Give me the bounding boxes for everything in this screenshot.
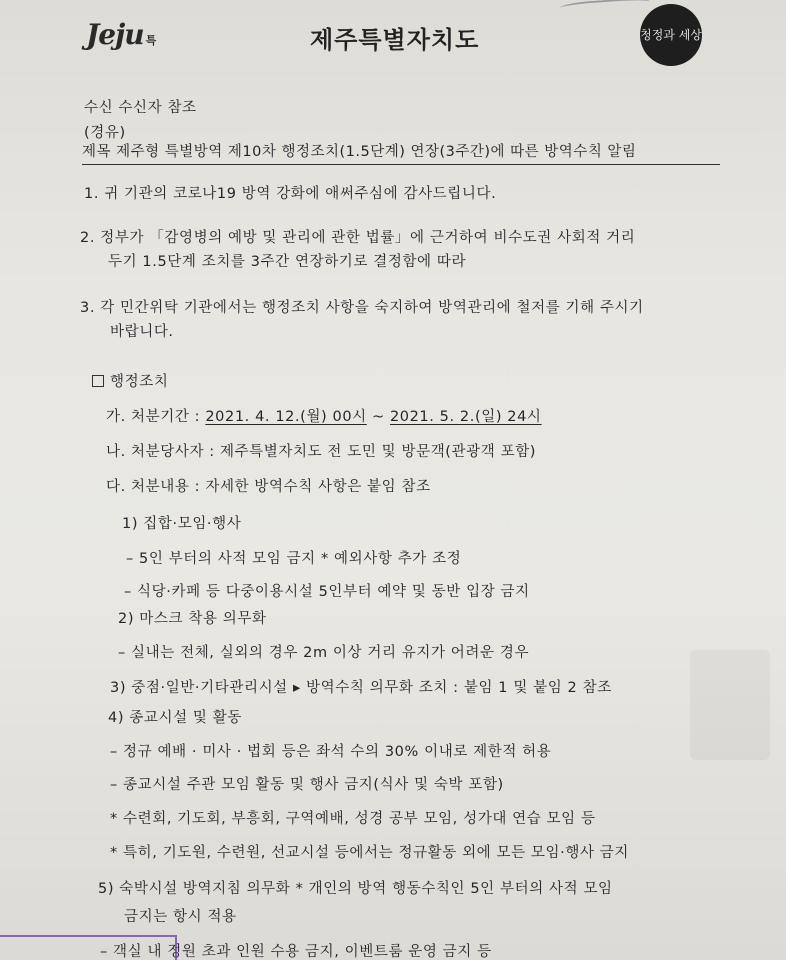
via-line: (경유) xyxy=(84,125,126,141)
period-start: 2021. 4. 12.(월) 00시 xyxy=(205,409,367,425)
measure-da: 다. 처분내용 : 자세한 방역수칙 사항은 붙임 참조 xyxy=(106,479,431,495)
item-4: 4) 종교시설 및 활동 xyxy=(108,710,242,726)
document-header-title: 제주특별자치도 xyxy=(310,26,480,54)
measure-ga-label: 가. 처분기간 : xyxy=(106,409,206,425)
paper-shadow xyxy=(690,650,770,760)
measures-heading xyxy=(92,370,168,391)
paragraph-3-line-1: 3. 각 민간위탁 기관에서는 행정조치 사항을 숙지하여 방역관리에 철저를 기해 주시기 xyxy=(80,300,644,316)
paragraph-1: 1. 귀 기관의 코로나19 방역 강화에 애써주심에 감사드립니다. xyxy=(84,186,497,202)
item-1-b: – 식당·카페 등 다중이용시설 5인부터 예약 및 동반 입장 금지 xyxy=(124,584,530,600)
pen-mark xyxy=(560,0,651,15)
jeju-logo-sub: 특 xyxy=(145,34,156,47)
subject-line: 제목 제주형 특별방역 제10차 행정조치(1.5단계) 연장(3주간)에 따른 방역수칙 알림 xyxy=(82,140,720,165)
item-3: 3) 중점·일반·기타관리시설 ▸ 방역수칙 의무화 조치 : 붙임 1 및 붙임 2 참조 xyxy=(110,680,612,696)
measures-heading-text: 행정조치 xyxy=(110,374,169,390)
paragraph-3-line-2: 바랍니다. xyxy=(110,324,174,340)
paragraph-2-line-1: 2. 정부가 「감영병의 예방 및 관리에 관한 법률」에 근거하여 비수도권 사회적 거리 xyxy=(80,230,636,246)
seal-text: 청정과 세상 xyxy=(640,28,702,42)
approval-stamp-edge xyxy=(0,935,177,960)
jeju-logo-text: Jeju xyxy=(86,18,144,51)
item-5-cont: 금지는 항시 적용 xyxy=(124,909,237,925)
period-end: 2021. 5. 2.(일) 24시 xyxy=(389,409,542,425)
item-2-a: – 실내는 전체, 실외의 경우 2m 이상 거리 유지가 어려운 경우 xyxy=(118,645,530,661)
item-2: 2) 마스크 착용 의무화 xyxy=(118,611,267,627)
checkbox-square-icon xyxy=(92,375,104,387)
paragraph-2-line-2: 두기 1.5단계 조치를 3주간 연장하기로 결정함에 따라 xyxy=(108,254,467,270)
seal-logo xyxy=(640,4,702,66)
jeju-logo xyxy=(86,18,155,51)
item-4-note-2: * 특히, 기도원, 수련원, 선교시설 등에서는 정규활동 외에 모든 모임·행사 금지 xyxy=(110,845,629,861)
measure-ga xyxy=(106,405,542,426)
period-sep: ~ xyxy=(366,409,390,425)
item-1-a: – 5인 부터의 사적 모임 금지 * 예외사항 추가 조정 xyxy=(126,551,462,567)
measure-na: 나. 처분당사자 : 제주특별자치도 전 도민 및 방문객(관광객 포함) xyxy=(106,444,537,460)
item-5-a: – 객실 내 정원 초과 인원 수용 금지, 이벤트룸 운영 금지 등 xyxy=(100,944,492,960)
item-1: 1) 집합·모임·행사 xyxy=(122,516,242,532)
item-5: 5) 숙박시설 방역지침 의무화 * 개인의 방역 행동수칙인 5인 부터의 사적 모임 xyxy=(98,881,613,897)
item-4-note-1: * 수련회, 기도회, 부흥회, 구역예배, 성경 공부 모임, 성가대 연습 모임 등 xyxy=(110,811,596,827)
recipient-line: 수신 수신자 참조 xyxy=(84,100,197,116)
item-4-b: – 종교시설 주관 모임 활동 및 행사 금지(식사 및 숙박 포함) xyxy=(110,777,504,793)
item-4-a: – 정규 예배 · 미사 · 법회 등은 좌석 수의 30% 이내로 제한적 허용 xyxy=(110,744,552,760)
